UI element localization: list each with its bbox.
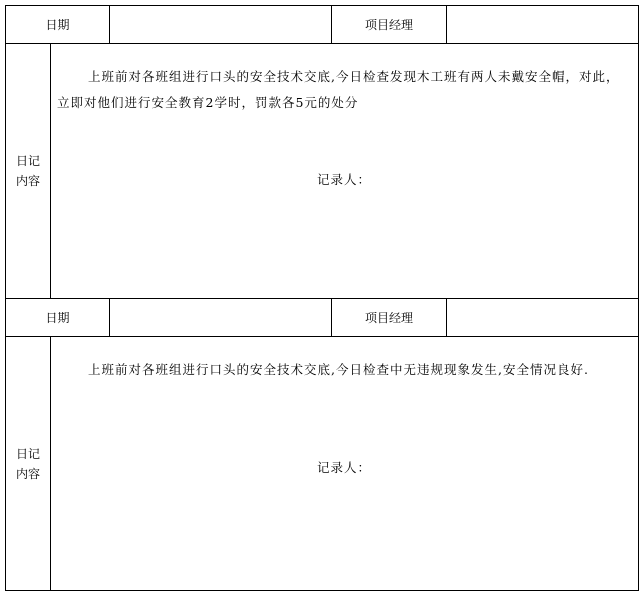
project-manager-value-cell[interactable] bbox=[447, 299, 639, 337]
diary-content-label-line1: 日记 bbox=[15, 154, 40, 168]
date-value-cell[interactable] bbox=[110, 299, 332, 337]
diary-content-label-line2: 内容 bbox=[15, 466, 40, 481]
date-label: 日期 bbox=[6, 299, 110, 337]
diary-content-cell[interactable] bbox=[51, 44, 639, 299]
diary-content-label bbox=[6, 44, 51, 299]
diary-text: 上班前对各班组进行口头的安全技术交底,今日检查中无违规现象发生,安全情况良好. bbox=[88, 362, 589, 377]
diary-content-cell[interactable] bbox=[51, 337, 639, 591]
header-row bbox=[6, 6, 639, 44]
date-value-cell[interactable] bbox=[110, 6, 332, 44]
diary-content-label-line1: 日记 bbox=[15, 446, 40, 461]
recorder-label: 记录人： bbox=[317, 172, 372, 187]
diary-text: 上班前对各班组进行口头的安全技术交底,今日检查发现木工班有两人未戴安全帽，对此，立即对他们进行安全教育2学时，罚款各5元的处分 bbox=[57, 69, 620, 110]
diary-content-label-line2: 内容 bbox=[15, 174, 40, 188]
project-manager-label: 项目经理 bbox=[332, 299, 447, 337]
project-manager-value-cell[interactable] bbox=[447, 6, 639, 44]
header-row bbox=[6, 299, 639, 337]
recorder-label: 记录人： bbox=[317, 460, 372, 475]
date-label: 日期 bbox=[6, 6, 110, 44]
daily-log-table-2 bbox=[5, 298, 639, 591]
daily-log-table-1 bbox=[5, 5, 639, 299]
content-row bbox=[6, 44, 639, 299]
content-row bbox=[6, 337, 639, 591]
diary-content-label bbox=[6, 337, 51, 591]
project-manager-label: 项目经理 bbox=[332, 6, 447, 44]
